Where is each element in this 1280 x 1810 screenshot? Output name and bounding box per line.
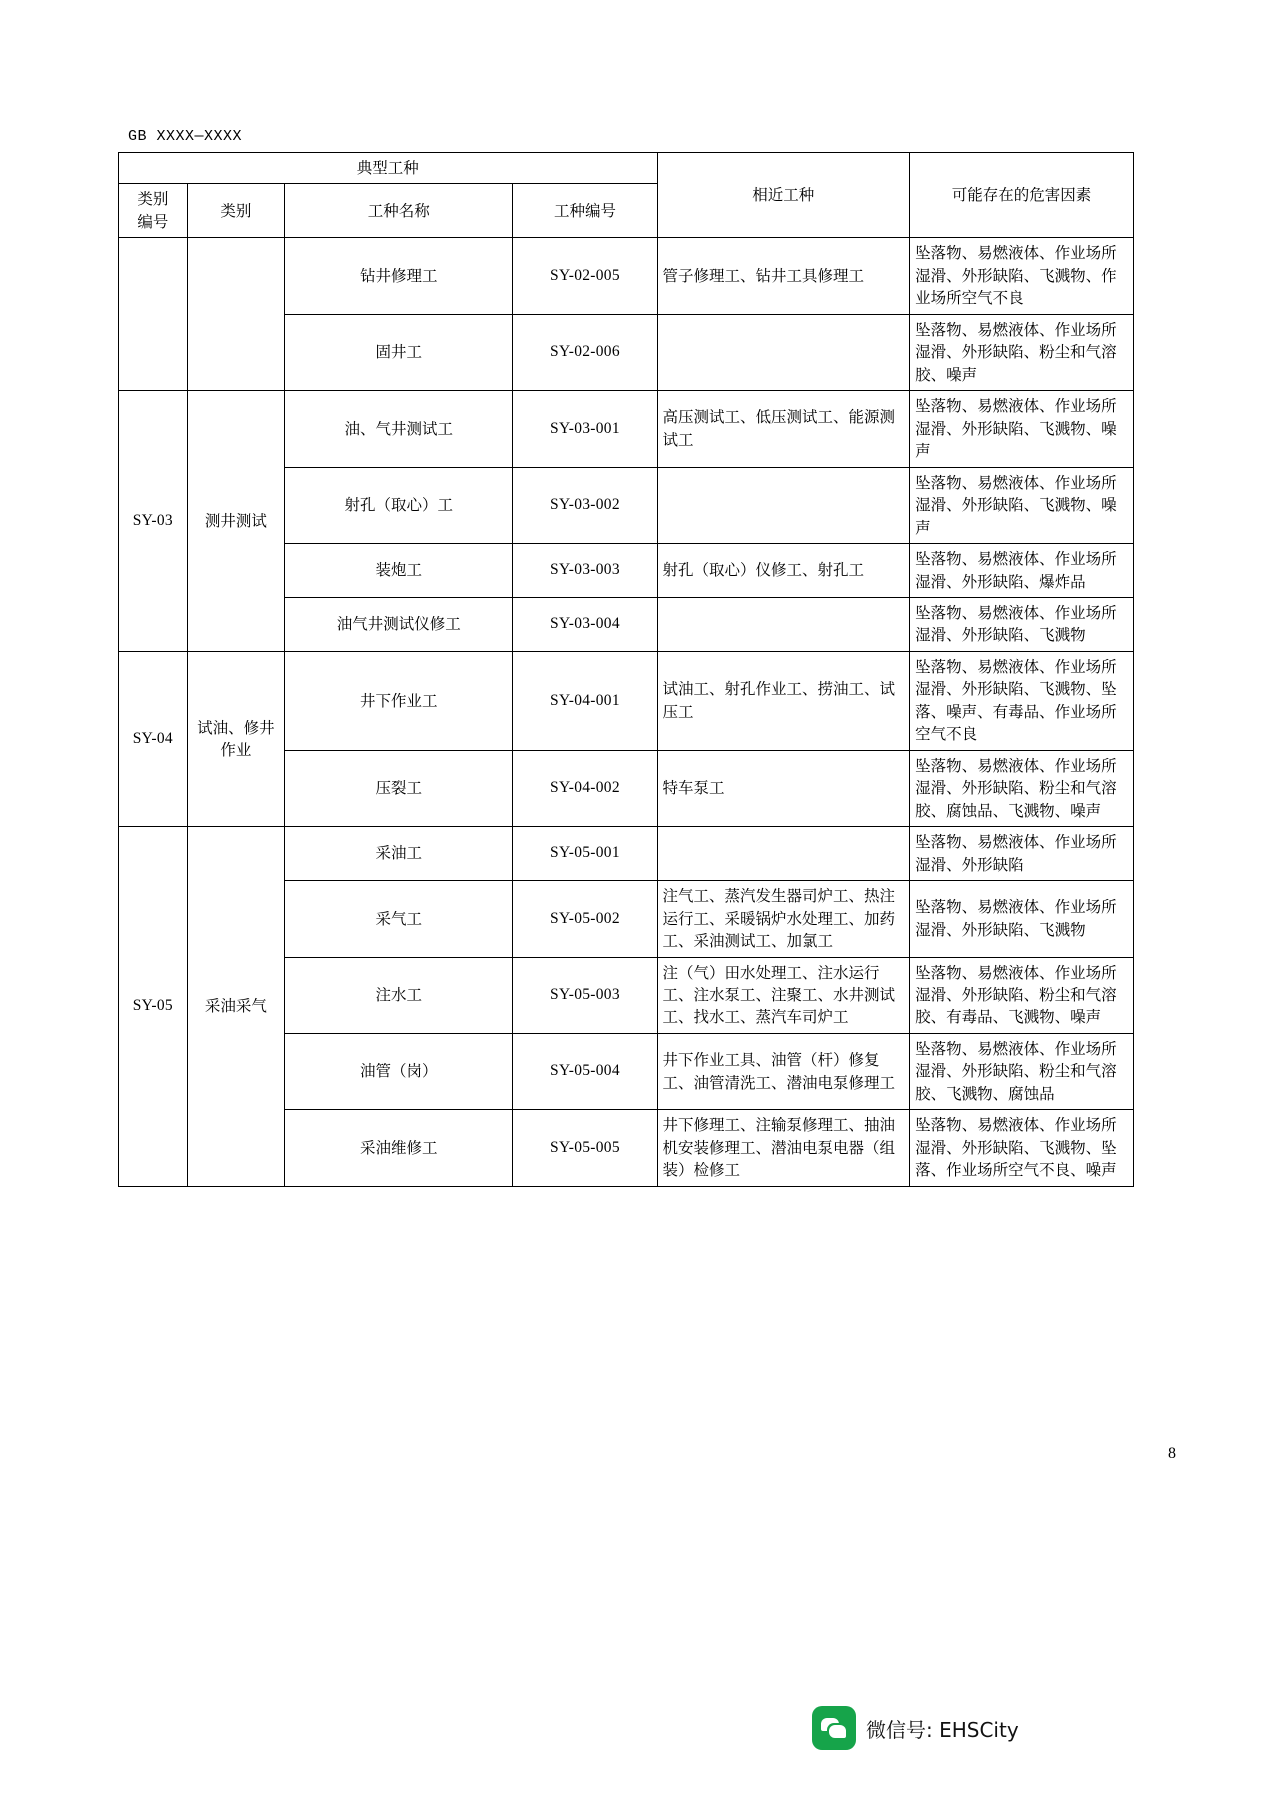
cell-job-code: SY-04-001 xyxy=(513,651,657,750)
cell-job-code: SY-03-002 xyxy=(513,467,657,543)
cell-job-code: SY-05-002 xyxy=(513,881,657,957)
header-job-name: 工种名称 xyxy=(285,184,513,238)
job-hazard-table xyxy=(118,152,1134,1187)
cell-similar-jobs xyxy=(657,597,910,651)
cell-similar-jobs: 管子修理工、钻井工具修理工 xyxy=(657,238,910,314)
cell-job-name: 钻井修理工 xyxy=(285,238,513,314)
cell-job-code: SY-02-005 xyxy=(513,238,657,314)
cell-job-code: SY-04-002 xyxy=(513,750,657,826)
cell-category: 试油、修井作业 xyxy=(187,651,285,826)
cell-similar-jobs: 注（气）田水处理工、注水运行工、注水泵工、注聚工、水井测试工、找水工、蒸汽车司炉工 xyxy=(657,957,910,1033)
cell-job-code: SY-03-003 xyxy=(513,544,657,598)
wechat-icon xyxy=(812,1706,856,1750)
cell-job-code: SY-05-005 xyxy=(513,1110,657,1186)
cell-similar-jobs: 高压测试工、低压测试工、能源测试工 xyxy=(657,391,910,467)
cell-job-name: 射孔（取心）工 xyxy=(285,467,513,543)
table-header-row-group xyxy=(119,153,1134,184)
cell-job-code: SY-02-006 xyxy=(513,314,657,390)
cell-hazards: 坠落物、易燃液体、作业场所湿滑、外形缺陷、飞溅物、坠落、作业场所空气不良、噪声 xyxy=(910,1110,1134,1186)
cell-category xyxy=(187,238,285,391)
cell-similar-jobs: 井下修理工、注输泵修理工、抽油机安装修理工、潜油电泵电器（组装）检修工 xyxy=(657,1110,910,1186)
cell-category-number: SY-04 xyxy=(119,651,188,826)
cell-job-name: 油气井测试仪修工 xyxy=(285,597,513,651)
header-category-number xyxy=(119,184,188,238)
cell-category: 测井测试 xyxy=(187,391,285,652)
table-row xyxy=(119,238,1134,314)
cell-similar-jobs xyxy=(657,827,910,881)
cell-job-name: 采油维修工 xyxy=(285,1110,513,1186)
cell-job-code: SY-05-003 xyxy=(513,957,657,1033)
cell-job-code: SY-05-001 xyxy=(513,827,657,881)
cell-hazards: 坠落物、易燃液体、作业场所湿滑、外形缺陷、粉尘和气溶胶、噪声 xyxy=(910,314,1134,390)
cell-category-number xyxy=(119,238,188,391)
header-typical-job-group: 典型工种 xyxy=(119,153,658,184)
header-job-code: 工种编号 xyxy=(513,184,657,238)
cell-job-name: 油、气井测试工 xyxy=(285,391,513,467)
standard-code-header: GB XXXX—XXXX xyxy=(128,128,243,145)
cell-hazards: 坠落物、易燃液体、作业场所湿滑、外形缺陷 xyxy=(910,827,1134,881)
cell-category-number: SY-03 xyxy=(119,391,188,652)
cell-hazards: 坠落物、易燃液体、作业场所湿滑、外形缺陷、飞溅物、坠落、噪声、有毒品、作业场所空气不良 xyxy=(910,651,1134,750)
watermark xyxy=(812,1700,1142,1756)
cell-hazards: 坠落物、易燃液体、作业场所湿滑、外形缺陷、飞溅物 xyxy=(910,597,1134,651)
header-similar-jobs: 相近工种 xyxy=(657,153,910,238)
cell-job-code: SY-03-001 xyxy=(513,391,657,467)
cell-similar-jobs: 井下作业工具、油管（杆）修复工、油管清洗工、潜油电泵修理工 xyxy=(657,1033,910,1109)
cell-category-number: SY-05 xyxy=(119,827,188,1187)
cell-similar-jobs: 试油工、射孔作业工、捞油工、试压工 xyxy=(657,651,910,750)
cell-job-code: SY-05-004 xyxy=(513,1033,657,1109)
header-category-number-line2: 编号 xyxy=(137,212,169,231)
page-number: 8 xyxy=(1168,1445,1176,1462)
cell-job-name: 固井工 xyxy=(285,314,513,390)
table-row xyxy=(119,827,1134,881)
table-row xyxy=(119,391,1134,467)
cell-job-name: 注水工 xyxy=(285,957,513,1033)
cell-job-name: 井下作业工 xyxy=(285,651,513,750)
cell-job-name: 油管（岗） xyxy=(285,1033,513,1109)
cell-job-name: 采气工 xyxy=(285,881,513,957)
cell-hazards: 坠落物、易燃液体、作业场所湿滑、外形缺陷、粉尘和气溶胶、飞溅物、腐蚀品 xyxy=(910,1033,1134,1109)
header-category: 类别 xyxy=(187,184,285,238)
cell-similar-jobs: 注气工、蒸汽发生器司炉工、热注运行工、采暖锅炉水处理工、加药工、采油测试工、加氯工 xyxy=(657,881,910,957)
cell-hazards: 坠落物、易燃液体、作业场所湿滑、外形缺陷、飞溅物 xyxy=(910,881,1134,957)
cell-similar-jobs xyxy=(657,467,910,543)
header-category-number-line1: 类别 xyxy=(137,190,169,209)
cell-job-name: 压裂工 xyxy=(285,750,513,826)
cell-similar-jobs xyxy=(657,314,910,390)
watermark-label: 微信号: EHSCity xyxy=(866,1717,1019,1742)
cell-hazards: 坠落物、易燃液体、作业场所湿滑、外形缺陷、飞溅物、噪声 xyxy=(910,391,1134,467)
cell-job-name: 装炮工 xyxy=(285,544,513,598)
cell-category: 采油采气 xyxy=(187,827,285,1187)
cell-similar-jobs: 特车泵工 xyxy=(657,750,910,826)
cell-hazards: 坠落物、易燃液体、作业场所湿滑、外形缺陷、飞溅物、作业场所空气不良 xyxy=(910,238,1134,314)
cell-hazards: 坠落物、易燃液体、作业场所湿滑、外形缺陷、粉尘和气溶胶、腐蚀品、飞溅物、噪声 xyxy=(910,750,1134,826)
cell-hazards: 坠落物、易燃液体、作业场所湿滑、外形缺陷、粉尘和气溶胶、有毒品、飞溅物、噪声 xyxy=(910,957,1134,1033)
cell-job-code: SY-03-004 xyxy=(513,597,657,651)
table-row xyxy=(119,651,1134,750)
cell-hazards: 坠落物、易燃液体、作业场所湿滑、外形缺陷、飞溅物、噪声 xyxy=(910,467,1134,543)
cell-hazards: 坠落物、易燃液体、作业场所湿滑、外形缺陷、爆炸品 xyxy=(910,544,1134,598)
cell-job-name: 采油工 xyxy=(285,827,513,881)
cell-similar-jobs: 射孔（取心）仪修工、射孔工 xyxy=(657,544,910,598)
header-hazards: 可能存在的危害因素 xyxy=(910,153,1134,238)
